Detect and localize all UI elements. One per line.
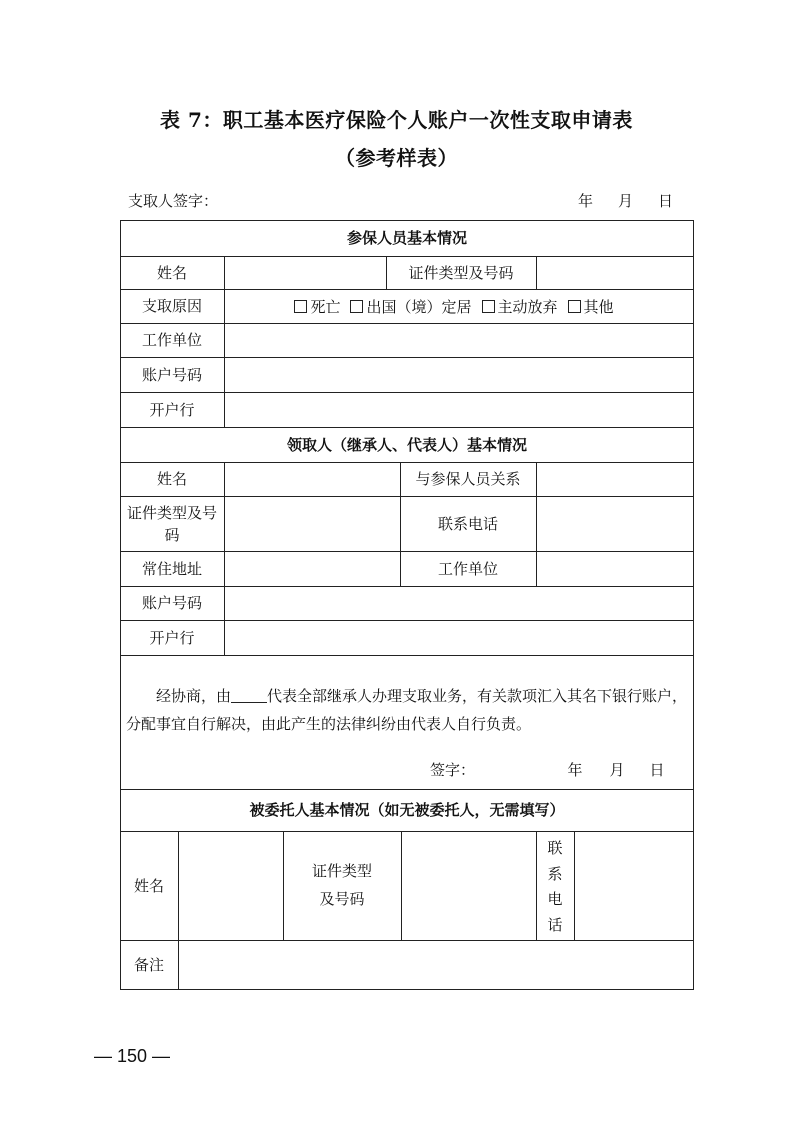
checkbox[interactable] xyxy=(482,300,495,313)
recipient-id-field[interactable] xyxy=(224,496,400,551)
page-number: — 150 — xyxy=(94,1046,171,1066)
recipient-account-label: 账户号码 xyxy=(141,594,202,612)
insured-account-field[interactable] xyxy=(224,357,694,392)
recipient-account-field[interactable] xyxy=(224,586,694,620)
withdrawal-reason-options xyxy=(224,289,694,323)
date-day-label: 日 xyxy=(658,192,674,210)
recipient-name-field[interactable] xyxy=(224,462,400,496)
table-divider xyxy=(120,655,694,656)
insured-id-field[interactable] xyxy=(536,256,694,289)
representative-blank-field[interactable] xyxy=(231,688,267,703)
reason-option-death[interactable]: 死亡 xyxy=(294,296,340,317)
section-header-insured: 参保人员基本情况 xyxy=(346,229,467,247)
section-header-trustee: 被委托人基本情况（如无被委托人，无需填写） xyxy=(249,801,565,819)
agreement-date-year: 年 xyxy=(567,761,583,779)
recipient-relation-field[interactable] xyxy=(536,462,694,496)
recipient-id-label: 证件类型及号码 xyxy=(126,503,217,544)
trustee-phone-field[interactable] xyxy=(574,831,694,940)
insured-name-label: 姓名 xyxy=(156,263,187,282)
trustee-name-label: 姓名 xyxy=(133,876,164,895)
checkbox[interactable] xyxy=(568,300,581,313)
recipient-address-field[interactable] xyxy=(224,551,400,586)
recipient-employer-field[interactable] xyxy=(536,551,694,586)
insured-name-field[interactable] xyxy=(224,256,386,289)
trustee-name-field[interactable] xyxy=(178,831,283,940)
insured-employer-field[interactable] xyxy=(224,323,694,357)
date-year-label: 年 xyxy=(578,192,594,210)
agreement-text: 经协商，由 代表全部继承人办理支取业务，有关款项汇入其名下银行账户，分配事宜自行解决，由此产生的法律纠纷由代表人自行负责。 xyxy=(126,687,688,733)
insured-employer-label: 工作单位 xyxy=(141,331,202,349)
form-title: 表 7：职工基本医疗保险个人账户一次性支取申请表 xyxy=(160,108,633,132)
applicant-signature-label: 支取人签字： xyxy=(128,192,219,210)
recipient-phone-field[interactable] xyxy=(536,496,694,551)
insured-id-label: 证件类型及号码 xyxy=(408,263,514,282)
remarks-label: 备注 xyxy=(133,956,164,974)
trustee-id-label: 证件类型及号码 xyxy=(311,862,372,908)
trustee-phone-label: 联 系 电 话 xyxy=(547,838,563,935)
insured-account-label: 账户号码 xyxy=(141,365,202,384)
section-header-recipient: 领取人（继承人、代表人）基本情况 xyxy=(286,435,527,454)
trustee-id-field[interactable] xyxy=(401,831,536,940)
agreement-date-day: 日 xyxy=(649,761,665,779)
recipient-relation-label: 与参保人员关系 xyxy=(415,470,521,488)
reason-option-emigration[interactable]: 出国（境）定居 xyxy=(350,296,471,317)
checkbox[interactable] xyxy=(350,300,363,313)
date-month-label: 月 xyxy=(618,192,634,210)
agreement-signature-label: 签字： xyxy=(430,761,476,779)
insured-bank-field[interactable] xyxy=(224,392,694,427)
recipient-phone-label: 联系电话 xyxy=(437,514,498,533)
agreement-date-month: 月 xyxy=(609,761,625,779)
recipient-bank-label: 开户行 xyxy=(149,628,195,647)
form-subtitle: （参考样表） xyxy=(335,146,458,170)
applicant-signature-line xyxy=(128,190,673,210)
recipient-employer-label: 工作单位 xyxy=(437,559,498,578)
recipient-bank-field[interactable] xyxy=(224,620,694,655)
recipient-name-label: 姓名 xyxy=(156,470,187,488)
reason-option-other[interactable]: 其他 xyxy=(568,296,614,317)
insured-bank-label: 开户行 xyxy=(149,400,195,419)
reason-option-voluntary[interactable]: 主动放弃 xyxy=(482,296,558,317)
remarks-field[interactable] xyxy=(178,940,694,990)
checkbox[interactable] xyxy=(294,300,307,313)
recipient-address-label: 常住地址 xyxy=(141,559,202,578)
withdrawal-reason-label: 支取原因 xyxy=(141,297,202,315)
